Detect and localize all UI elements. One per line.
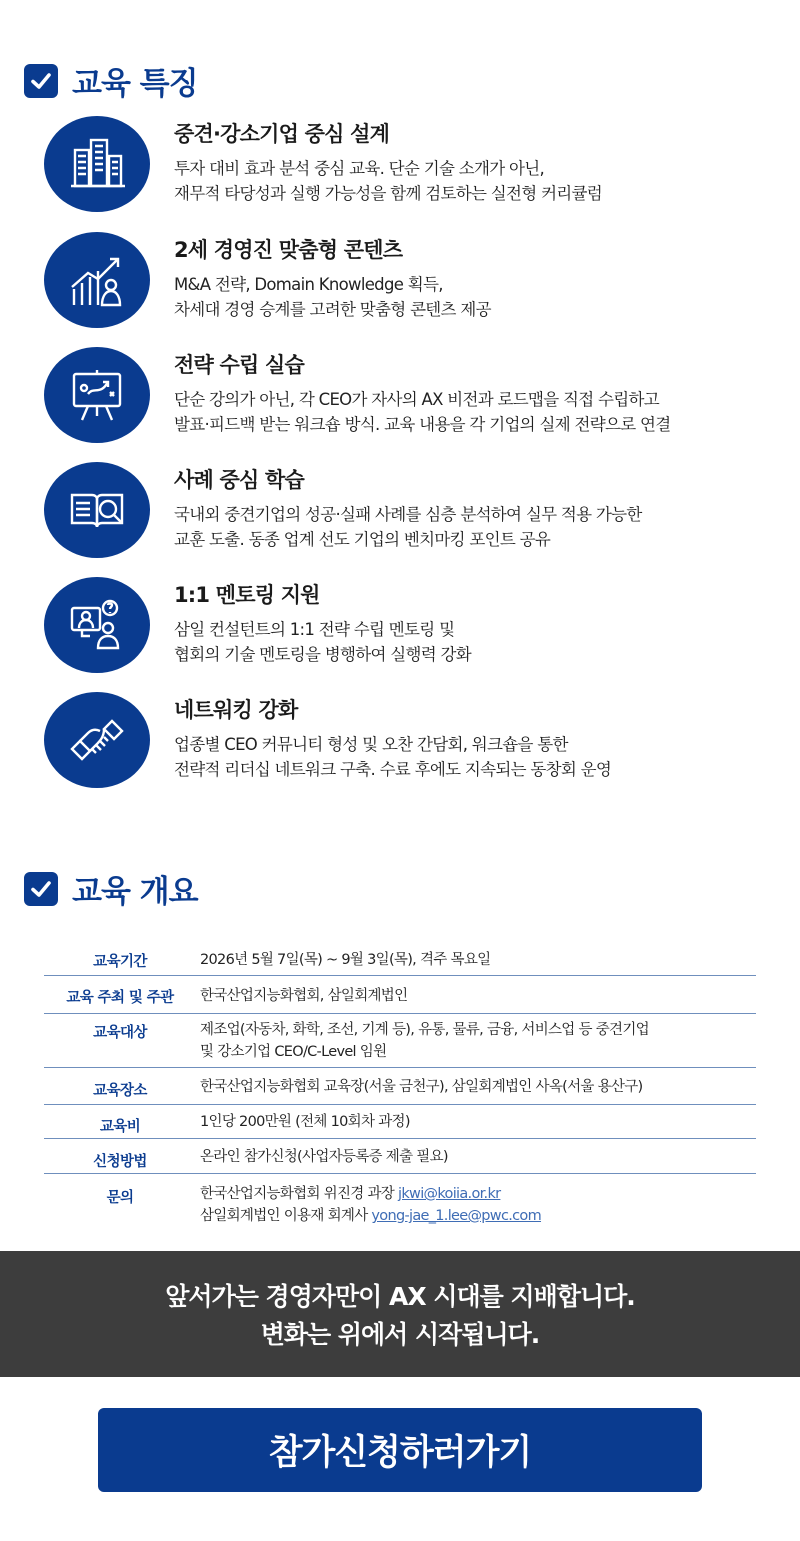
row-label: 교육대상	[93, 1025, 147, 1041]
apply-button[interactable]: 참가신청하러가기	[98, 1408, 702, 1492]
email-link[interactable]: yong-jae_1.lee@pwc.com	[371, 1208, 542, 1224]
table-row	[44, 1068, 756, 1105]
row-value-line: 삼일회계법인 이용재 회계사 yong-jae_1.lee@pwc.com	[200, 1208, 542, 1224]
feature-title: 사례 중심 학습	[174, 468, 304, 492]
overview-section-title: 교육 개요	[72, 874, 198, 910]
feature-description: 업종별 CEO 커뮤니티 형성 및 오찬 간담회, 워크숍을 통한	[174, 735, 568, 754]
table-row	[44, 1174, 756, 1236]
row-label: 교육장소	[93, 1083, 147, 1099]
row-value-line: 한국산업지능화협회, 삼일회계법인	[200, 988, 408, 1004]
row-value	[200, 1183, 541, 1227]
row-value	[200, 1146, 448, 1168]
feature-description: 재무적 타당성과 실행 가능성을 함께 검토하는 실전형 커리큘럼	[174, 184, 603, 203]
table-row	[44, 1139, 756, 1174]
feature-description: 차세대 경영 승계를 고려한 맞춤형 콘텐츠 제공	[174, 300, 491, 319]
row-value-line: 및 강소기업 CEO/C-Level 임원	[200, 1044, 387, 1060]
feature-item	[44, 460, 774, 560]
row-value-line: 2026년 5월 7일(목) ~ 9월 3일(목), 격주 목요일	[200, 952, 491, 968]
features-section-title: 교육 특징	[72, 66, 198, 102]
strategy-board-icon	[44, 347, 150, 443]
feature-description: 국내외 중견기업의 성공·실패 사례를 심층 분석하여 실무 적용 가능한	[174, 505, 642, 524]
email-link[interactable]: jkwi@koiia.or.kr	[398, 1186, 501, 1202]
features-section-header	[24, 58, 198, 103]
feature-description: 발표·피드백 받는 워크숍 방식. 교육 내용을 각 기업의 실제 전략으로 연결	[174, 415, 671, 434]
banner-subline: 변화는 위에서 시작됩니다.	[260, 1320, 540, 1349]
table-row	[44, 976, 756, 1014]
handshake-icon	[44, 692, 150, 788]
book-search-icon	[44, 462, 150, 558]
row-value-line: 제조업(자동차, 화학, 조선, 기계 등), 유통, 물류, 금융, 서비스업 등 중견기업	[200, 1022, 649, 1038]
row-label: 신청방법	[93, 1154, 147, 1170]
feature-description: M&A 전략, Domain Knowledge 획득,	[174, 275, 443, 294]
row-value	[200, 1111, 410, 1133]
feature-title: 중견·강소기업 중심 설계	[174, 122, 390, 146]
row-value	[200, 985, 407, 1007]
row-value-line: 1인당 200만원 (전체 10회차 과정)	[200, 1114, 410, 1130]
feature-title: 전략 수립 실습	[174, 353, 304, 377]
feature-item	[44, 345, 774, 445]
row-label: 문의	[106, 1190, 134, 1206]
feature-item	[44, 230, 774, 330]
table-row	[44, 946, 756, 976]
checkbox-icon	[24, 64, 58, 98]
feature-title: 네트워킹 강화	[174, 698, 298, 722]
row-label: 교육비	[99, 1119, 141, 1135]
row-value	[200, 1076, 643, 1098]
building-icon	[44, 116, 150, 212]
feature-description: 투자 대비 효과 분석 중심 교육. 단순 기술 소개가 아닌,	[174, 159, 545, 178]
feature-title: 2세 경영진 맞춤형 콘텐츠	[174, 238, 403, 262]
table-row	[44, 1014, 756, 1068]
table-row	[44, 1105, 756, 1139]
promo-banner	[0, 1251, 800, 1377]
overview-table	[44, 946, 756, 1236]
overview-section-header	[24, 866, 198, 911]
feature-item	[44, 690, 774, 790]
banner-headline: 앞서가는 경영자만이 AX 시대를 지배합니다.	[165, 1282, 635, 1311]
feature-item	[44, 114, 774, 214]
row-value-line: 한국산업지능화협회 위진경 과장 jkwi@koiia.or.kr	[200, 1186, 501, 1202]
feature-description: 협회의 기술 멘토링을 병행하여 실행력 강화	[174, 645, 472, 664]
row-value-line: 온라인 참가신청(사업자등록증 제출 필요)	[200, 1149, 448, 1165]
growth-chart-icon	[44, 232, 150, 328]
row-label: 교육 주최 및 주관	[66, 990, 174, 1006]
row-value	[200, 1019, 649, 1063]
feature-item	[44, 575, 774, 675]
row-value	[200, 949, 490, 971]
feature-title: 1:1 멘토링 지원	[174, 583, 320, 607]
row-value-line: 한국산업지능화협회 교육장(서울 금천구), 삼일회계법인 사옥(서울 용산구)	[200, 1079, 643, 1095]
feature-description: 교훈 도출. 동종 업계 선도 기업의 벤치마킹 포인트 공유	[174, 530, 551, 549]
feature-description: 삼일 컨설턴트의 1:1 전략 수립 멘토링 및	[174, 620, 455, 639]
mentoring-icon	[44, 577, 150, 673]
checkbox-icon	[24, 872, 58, 906]
feature-description: 단순 강의가 아닌, 각 CEO가 자사의 AX 비전과 로드맵을 직접 수립하고	[174, 390, 659, 409]
row-label: 교육기간	[93, 954, 147, 970]
feature-description: 전략적 리더십 네트워크 구축. 수료 후에도 지속되는 동창회 운영	[174, 760, 612, 779]
